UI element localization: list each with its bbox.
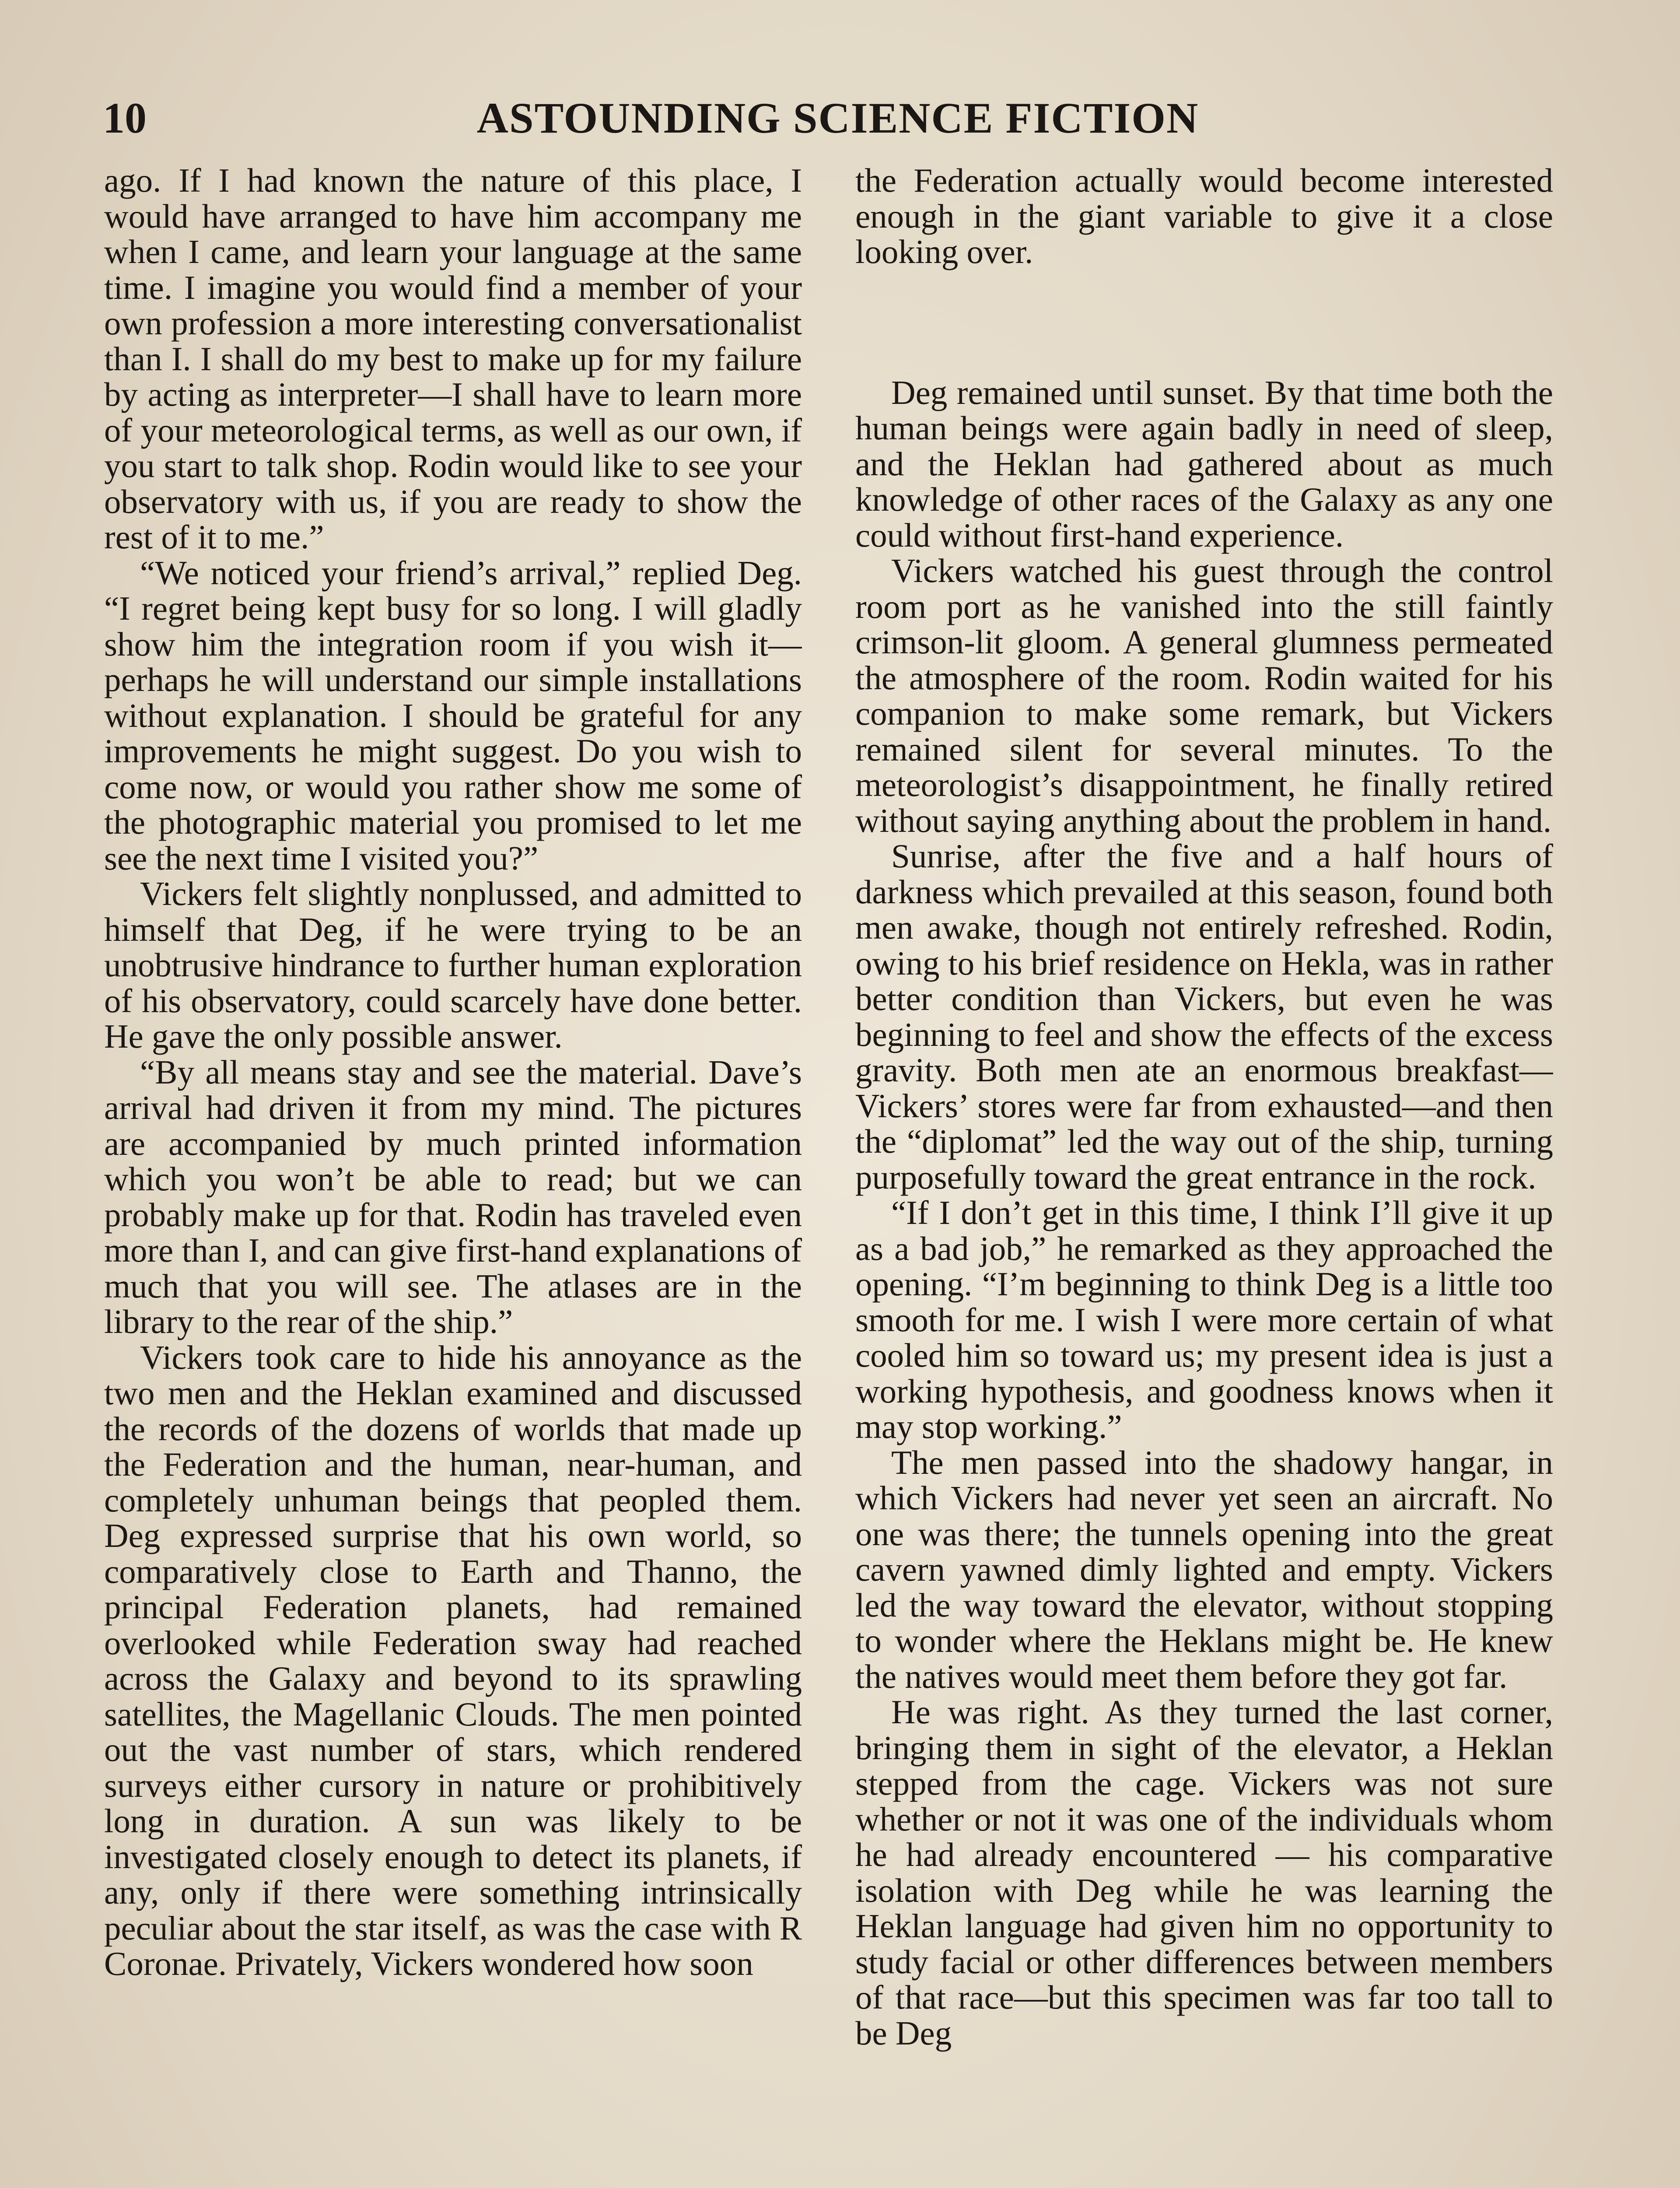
paragraph: Vickers took care to hide his annoyance as the two men and the Heklan examined and discussed the records of the dozens of worlds that made up the Federation and the human, near-human, and completely unhuman beings that peopled them. Deg expressed surprise that his own world, so comparatively close to Earth and Thanno, the principal Federation planets, had remained overlooked while Federation sway had reached across the Galaxy and beyond to its sprawling satellites, the Magellanic Clouds. The men pointed out the vast number of stars, which rendered surveys either cursory in nature or prohibitively long in duration. A sun was likely to be investigated closely enough to detect its planets, if any, only if there were something intrinsically peculiar about the star itself, as was the case with R Coronae. Privately, Vickers wondered how soon bbox=[104, 1338, 802, 1982]
paragraph: Sunrise, after the five and a half hours of darkness which prevailed at this season, found both men awake, though not entirely refreshed. Rodin, owing to his brief residence on Hekla, was in rather better condition than Vickers, but even he was beginning to feel and show the effects of the excess gravity. Both men ate an enormous breakfast—Vickers’ stores were far from exhausted—and then the “diplomat” led the way out of the ship, turning purposefully toward the great entrance in the rock. bbox=[855, 837, 1553, 1196]
paragraph: “By all means stay and see the material. Dave’s arrival had driven it from my mind. The pictures are accompanied by much printed information which you won’t be able to read; but we can probably make up for that. Rodin has traveled even more than I, and can give first-hand explanations of much that you will see. The atlases are in the library to the rear of the ship.” bbox=[104, 1053, 802, 1340]
paragraph: The men passed into the shadowy hangar, in which Vickers had never yet seen an aircraft. No one was there; the tunnels opening into the great cavern yawned dimly lighted and empty. Vickers led the way toward the elevator, without stopping to wonder where the Heklans might be. He knew the natives would meet them before they got far. bbox=[855, 1443, 1553, 1695]
paragraph: Vickers watched his guest through the control room port as he vanished into the still faintly crimson-lit gloom. A general glumness permeated the atmosphere of the room. Rodin waited for his companion to make some remark, but Vickers remained silent for several minutes. To the meteorologist’s disappointment, he finally retired without saying anything about the problem in hand. bbox=[855, 552, 1553, 839]
right-column bbox=[855, 163, 1553, 2188]
page-header bbox=[103, 85, 1573, 151]
paragraph: He was right. As they turned the last corner, bringing them in sight of the elevator, a Heklan stepped from the cage. Vickers was not sure whether or not it was one of the individuals whom he had already encountered — his comparative isolation with Deg while he was learning the Heklan language had given him no opportunity to study facial or other differences between members of that race—but this specimen was far too tall to be Deg bbox=[855, 1693, 1553, 2052]
paragraph: the Federation actually would become interested enough in the giant variable to give it a close looking over. bbox=[855, 163, 1553, 270]
running-title: ASTOUNDING SCIENCE FICTION bbox=[476, 94, 1199, 142]
paragraph: “If I don’t get in this time, I think I’ll give it up as a bad job,” he remarked as they approached the opening. “I’m beginning to think Deg is a little too smooth for me. I wish I were more certain of what cooled him so toward us; my present idea is just a working hypothesis, and goodness knows when it may stop working.” bbox=[855, 1194, 1553, 1445]
paragraph: ago. If I had known the nature of this place, I would have arranged to have him accompany me when I came, and learn your language at the same time. I imagine you would find a member of your own profession a more interesting conversationalist than I. I shall do my best to make up for my failure by acting as interpreter—I shall have to learn more of your meteorological terms, as well as our own, if you start to talk shop. Rodin would like to see your observatory with us, if you are ready to show the rest of it to me.” bbox=[104, 163, 802, 556]
paragraph: Deg remained until sunset. By that time both the human beings were again badly in need of sleep, and the Heklan had gathered about as much knowledge of other races of the Galaxy as any one could without first-hand experience. bbox=[855, 373, 1553, 554]
paragraph: “We noticed your friend’s arrival,” replied Deg. “I regret being kept busy for so long. I will gladly show him the integration room if you wish it—perhaps he will understand our simple installations without explanation. I should be grateful for any improvements he might suggest. Do you wish to come now, or would you rather show me some of the photographic material you promised to let me see the next time I visited you?” bbox=[104, 554, 802, 877]
paragraph: Vickers felt slightly nonplussed, and admitted to himself that Deg, if he were trying to be an unobtrusive hindrance to further human exploration of his observatory, could scarcely have done better. He gave the only possible answer. bbox=[104, 875, 802, 1055]
left-column bbox=[104, 163, 802, 2188]
page-number: 10 bbox=[103, 94, 147, 142]
